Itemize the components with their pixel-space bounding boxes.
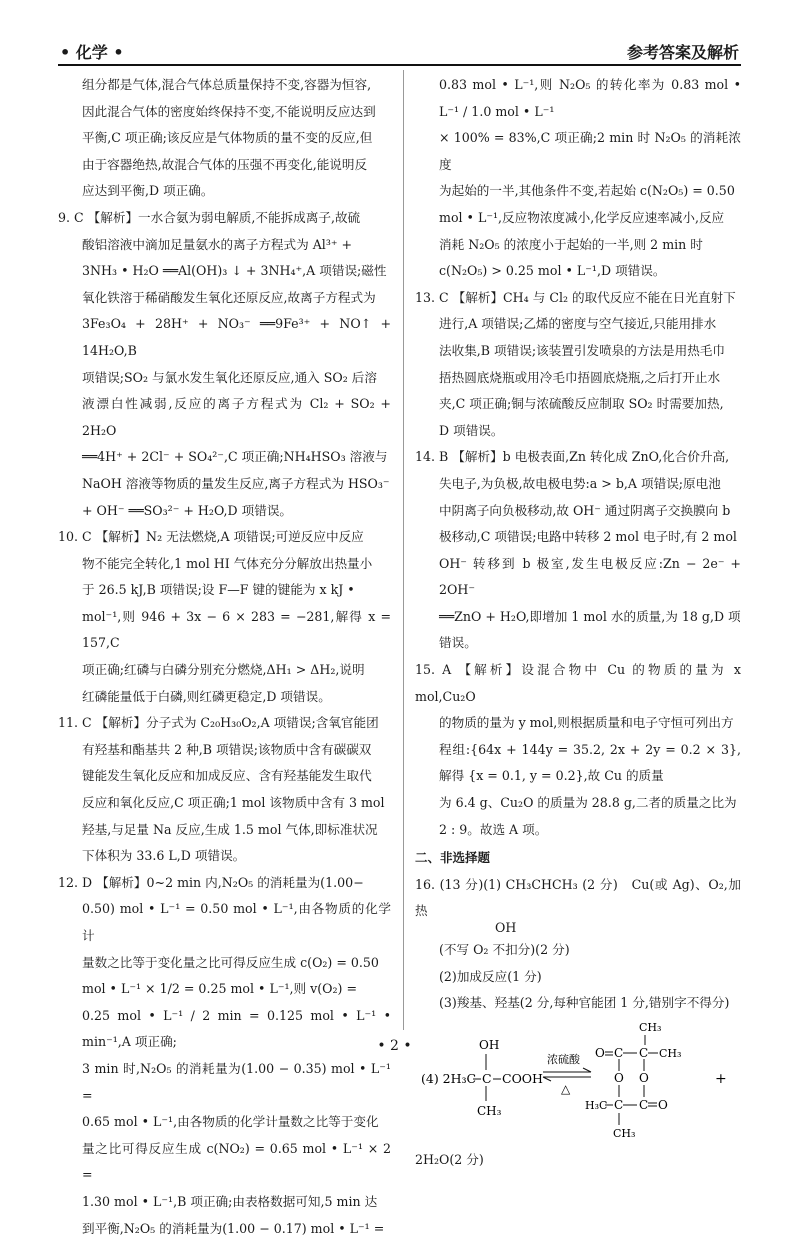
text-line: NaOH 溶液等物质的量发生反应,离子方程式为 HSO₃⁻ [82,475,390,491]
text-line: 反应和氧化反应,C 项正确;1 mol 该物质中含有 3 mol [82,795,385,811]
text-line: 的物质的量为 y mol,则根据质量和电子守恒可列出方 [439,715,734,731]
text-line: 为起始的一半,其他条件不变,若起始 c(N₂O₅) = 0.50 [439,183,735,199]
question-10-start: 10. C 【解析】N₂ 无法燃烧,A 项错误;可逆反应中反应 [58,529,364,545]
text-line: 键能发生氧化反应和加成反应、含有羟基能发生取代 [82,768,372,784]
page-header [58,34,741,66]
text-line: + OH⁻ ══SO₃²⁻ + H₂O,D 项错误。 [82,502,293,518]
text-line: 消耗 N₂O₅ 的浓度小于起始的一半,则 2 min 时 [439,236,703,252]
question-16-line1 [415,872,741,925]
plus-sign: + [715,1070,727,1087]
text-line: 法收集,B 项错误;该装置引发喷泉的方法是用热毛巾 [439,342,725,358]
text-line: D 项错误。 [439,422,504,438]
q16-part1-text: 16. (13 分)(1) CH₃CHCH₃ (2 分) [415,876,618,892]
struct-carbon: C [482,1070,492,1086]
text-line: 中阴离子向负极移动,故 OH⁻ 通过阴离子交换膜向 b [439,502,731,518]
text-line: 捂热圆底烧瓶或用冷毛巾捂圆底烧瓶,之后打开止水 [439,369,721,385]
text-line: 因此混合气体的密度始终保持不变,不能说明反应达到 [82,103,376,119]
question-9-start: 9. C 【解析】一水合氨为弱电解质,不能拆成离子,故硫 [58,209,361,225]
question-12-start: 12. D 【解析】0~2 min 内,N₂O₅ 的消耗量为(1.00− [58,874,364,890]
text-line: 红磷能量低于白磷,则红磷更稳定,D 项错误。 [82,688,331,704]
text-line: 极移动,C 项错误;电路中转移 2 mol 电子时,有 2 mol [439,529,737,545]
reaction-scheme [415,1017,741,1147]
text-line: 进行,A 项错误;乙烯的密度与空气接近,只能用排水 [439,316,717,332]
heat-symbol: △ [561,1081,571,1096]
text-line: (不写 O₂ 不扣分)(2 分) [439,942,570,957]
text-line: 2 : 9。故选 A 项。 [439,821,548,837]
text-line: 程组:{64x + 144y = 35.2, 2x + 2y = 0.2 × 3},解得 {x = 0.1, y = 0.2},故 Cu 的质量 [439,741,741,784]
text-line: (2)加成反应(1 分) [439,968,542,984]
text-line: 有羟基和酯基共 2 种,B 项错误;该物质中含有碳碳双 [82,741,372,757]
ring-c4: C [639,1097,649,1112]
ring-ch3-bottom: CH₃ [613,1126,636,1140]
q16-part4-water: 2H₂O(2 分) [415,1151,484,1167]
text-line: ══4H⁺ + 2Cl⁻ + SO₄²⁻,C 项正确;NH₄HSO₃ 溶液与 [82,449,388,465]
text-line: 量之比可得反应生成 c(NO₂) = 0.65 mol • L⁻¹ × 2 = [82,1140,391,1183]
text-line: 0.65 mol • L⁻¹,由各物质的化学计量数之比等于变化 [82,1114,379,1130]
text-line: 平衡,C 项正确;该反应是气体物质的量不变的反应,但 [82,130,373,146]
text-line: 1.30 mol • L⁻¹,B 项正确;由表格数据可知,5 min 达 [82,1193,378,1209]
ring-carbonyl-o-top: O [595,1045,605,1060]
section-title: 二、非选择题 [415,850,491,866]
ring-c2: C [639,1045,649,1060]
ring-ch3-top: CH₃ [639,1020,662,1034]
ring-ch3-right: CH₃ [659,1046,682,1060]
struct-oh: OH [479,1037,500,1052]
ring-o-left: O [614,1070,624,1085]
ring-c3: C [614,1097,624,1112]
text-line: 为 6.4 g、Cu₂O 的质量为 28.8 g,二者的质量之比为 [439,795,737,811]
question-14-start: 14. B 【解析】b 电极表面,Zn 转化成 ZnO,化合价升高, [415,449,730,465]
text-line: 应达到平衡,D 项正确。 [82,183,214,199]
text-line: 于 26.5 kJ,B 项错误;设 F—F 键的键能为 x kJ • [82,582,355,598]
question-13-start: 13. C 【解析】CH₄ 与 Cl₂ 的取代反应不能在日光直射下 [415,289,736,305]
ring-h3c-left: H₃C [585,1098,608,1112]
page-number: • 2 • [377,1038,412,1054]
text-line: × 100% = 83%,C 项正确;2 min 时 N₂O₅ 的消耗浓度 [439,130,741,172]
header-title: 参考答案及解析 [626,43,739,62]
text-line: mol⁻¹,则 946 + 3x − 6 × 283 = −281,解得 x = 157,C [82,608,391,651]
text-line: c(N₂O₅) > 0.25 mol • L⁻¹,D 项错误。 [439,263,666,279]
question-15-start: 15. A 【解析】设混合物中 Cu 的物质的量为 x mol,Cu₂O [415,662,741,704]
text-line: 物不能完全转化,1 mol HI 气体充分分解放出热量小 [82,555,373,571]
text-line: 错误。 [439,635,477,651]
text-line: 酸铝溶液中滴加足量氨水的离子方程式为 Al³⁺ + [82,236,353,252]
text-line: 0.50) mol • L⁻¹ = 0.50 mol • L⁻¹,由各物质的化学计 [82,901,391,943]
text-line: 氧化铁溶于稀硝酸发生氧化还原反应,故离子方程式为 [82,289,376,305]
text-line: 组分都是气体,混合气体总质量保持不变,容器为恒容, [82,77,372,92]
ring-c1: C [614,1045,624,1060]
text-line: (3)羧基、羟基(2 分,每种官能团 1 分,错别字不得分) [439,995,730,1011]
text-line: 下体积为 33.6 L,D 项错误。 [82,848,246,864]
left-column [58,72,391,1242]
text-line: 3Fe₃O₄ + 28H⁺ + NO₃⁻ ══9Fe³⁺ + NO↑ + 14H₂O,B [82,316,391,358]
text-line: 失电子,为负极,故电极电势:a > b,A 项错误;原电池 [439,475,721,491]
text-line: OH⁻ 转移到 b 极室,发生电极反应:Zn − 2e⁻ + 2OH⁻ [439,555,741,598]
question-11-start: 11. C 【解析】分子式为 C₂₀H₃₀O₂,A 项错误;含氧官能团 [58,715,379,731]
text-line: mol • L⁻¹,反应物浓度减小,化学反应速率减小,反应 [439,209,725,225]
text-line: 由于容器绝热,故混合气体的压强不再变化,能说明反 [82,156,368,172]
text-line: 0.25 mol • L⁻¹ / 2 min = 0.125 mol • L⁻¹ • min⁻¹,A 项正确; [82,1007,391,1050]
reaction-diagram [415,1017,741,1147]
struct-cooh: COOH [502,1070,543,1086]
q16-part1-conditions: Cu(或 Ag)、O₂,加热 [415,876,741,919]
right-column [415,72,741,1173]
q16-part4-prefix: (4) 2H₃C [421,1070,477,1086]
ring-o-right: O [639,1070,649,1085]
struct-ch3: CH₃ [477,1103,502,1118]
text-line: 液漂白性减弱,反应的离子方程式为 Cl₂ + SO₂ + 2H₂O [82,396,391,438]
text-line: 项错误;SO₂ 与氯水发生氧化还原反应,通入 SO₂ 后溶 [82,369,377,385]
text-line: 夹,C 项正确;铜与浓硫酸反应制取 SO₂ 时需要加热, [439,396,724,412]
text-line: 0.83 mol • L⁻¹,则 N₂O₅ 的转化率为 0.83 mol • L⁻¹ / 1.0 mol • L⁻¹ [439,77,741,119]
text-line: 3NH₃ • H₂O ══Al(OH)₃ ↓ + 3NH₄⁺,A 项错误;磁性 [82,263,387,279]
text-line: ══ZnO + H₂O,即增加 1 mol 水的质量,为 18 g,D 项 [439,608,741,624]
text-line: 3 min 时,N₂O₅ 的消耗量为(1.00 − 0.35) mol • L⁻¹ = [82,1060,391,1103]
ring-carbonyl-o-bottom: O [658,1097,668,1112]
text-line: 量数之比等于变化量之比可得反应生成 c(O₂) = 0.50 [82,954,379,970]
text-line: mol • L⁻¹ × 1/2 = 0.25 mol • L⁻¹,则 v(O₂) = [82,981,357,997]
reagent-label: 浓硫酸 [547,1052,580,1066]
text-line: 到平衡,N₂O₅ 的消耗量为(1.00 − 0.17) mol • L⁻¹ = [82,1220,385,1236]
q16-oh-substituent: OH [495,920,517,935]
text-line: 羟基,与足量 Na 反应,生成 1.5 mol 气体,即标准状况 [82,821,378,837]
text-line: 项正确;红磷与白磷分别充分燃烧,ΔH₁ > ΔH₂,说明 [82,662,365,678]
subject-label: • 化学 • [60,43,124,62]
column-divider [403,70,404,1030]
